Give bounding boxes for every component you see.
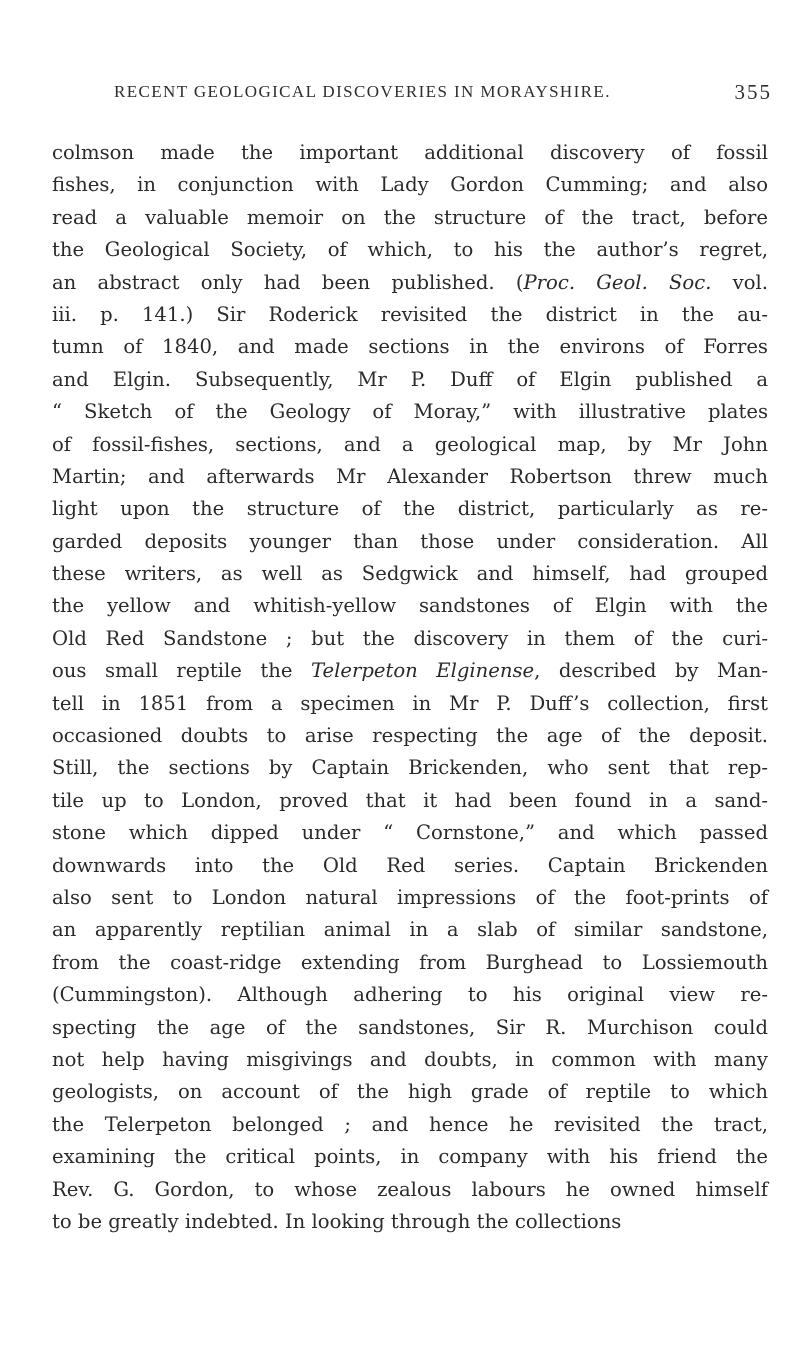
- text-line: occasioned doubts to arise respecting the age of the deposit.: [52, 724, 768, 748]
- running-header: [114, 82, 772, 112]
- text-line: [52, 655, 768, 687]
- text-line: (Cummingston). Although adhering to his original view re-: [52, 983, 768, 1007]
- text-line: these writers, as well as Sedgwick and himself, had grouped: [52, 562, 768, 586]
- text-line: colmson made the important additional discovery of fossil: [52, 141, 768, 164]
- text-segment: vol.: [711, 270, 769, 294]
- text-line: [52, 267, 768, 299]
- text-line: from the coast-ridge extending from Burghead to Lossiemouth: [52, 950, 768, 974]
- running-title: RECENT GEOLOGICAL DISCOVERIES IN MORAYSHIRE.: [114, 82, 611, 101]
- text-line: read a valuable memoir on the structure of the tract, before: [52, 205, 768, 229]
- italic-species-name: Telerpeton Elginense: [310, 659, 535, 683]
- text-line: the yellow and whitish-yellow sandstones of Elgin with the: [52, 594, 768, 618]
- text-line: iii. p. 141.) Sir Roderick revisited the district in the au-: [52, 302, 768, 326]
- text-line: Still, the sections by Captain Brickenden, who sent that rep-: [52, 756, 768, 780]
- text-line: and Elgin. Subsequently, Mr P. Duff of Elgin published a: [52, 367, 768, 391]
- text-segment: an abstract only had been published. (: [52, 270, 524, 294]
- text-line: the Geological Society, of which, to his the author’s regret,: [52, 238, 768, 262]
- text-line: Rev. G. Gordon, to whose zealous labours he owned himself: [52, 1177, 768, 1201]
- text-line: fishes, in conjunction with Lady Gordon Cumming; and also: [52, 173, 768, 197]
- italic-citation: Proc. Geol. Soc.: [523, 270, 712, 294]
- text-line: also sent to London natural impressions of the foot-prints of: [52, 885, 768, 909]
- page-number: 355: [734, 80, 772, 104]
- text-line: tell in 1851 from a specimen in Mr P. Duff’s collection, first: [52, 691, 768, 715]
- text-segment: , described by Man-: [534, 659, 768, 683]
- text-line: of fossil-fishes, sections, and a geological map, by Mr John: [52, 432, 768, 456]
- text-line: examining the critical points, in company with his friend the: [52, 1145, 768, 1169]
- text-line: garded deposits younger than those under consideration. All: [52, 529, 768, 553]
- text-line: to be greatly indebted. In looking through the collections: [52, 1209, 622, 1233]
- text-line: tumn of 1840, and made sections in the environs of Forres: [52, 335, 768, 359]
- text-line: tile up to London, proved that it had been found in a sand-: [52, 788, 768, 812]
- text-line: stone which dipped under “ Cornstone,” and which passed: [52, 821, 768, 845]
- text-line: downwards into the Old Red series. Captain Brickenden: [52, 853, 768, 877]
- text-line: an apparently reptilian animal in a slab of similar sandstone,: [52, 918, 768, 942]
- text-segment: ous small reptile the: [52, 659, 311, 683]
- text-line: specting the age of the sandstones, Sir R. Murchison could: [52, 1015, 768, 1039]
- text-line: Old Red Sandstone ; but the discovery in them of the curi-: [52, 626, 768, 650]
- text-line: not help having misgivings and doubts, in common with many: [52, 1047, 768, 1071]
- text-line: geologists, on account of the high grade of reptile to which: [52, 1080, 768, 1104]
- body-paragraph: [52, 137, 768, 1238]
- text-line: Martin; and afterwards Mr Alexander Robertson threw much: [52, 464, 768, 488]
- text-line: the Telerpeton belonged ; and hence he revisited the tract,: [52, 1112, 768, 1136]
- text-line: “ Sketch of the Geology of Moray,” with illustrative plates: [52, 400, 768, 424]
- text-line: light upon the structure of the district, particularly as re-: [52, 497, 768, 521]
